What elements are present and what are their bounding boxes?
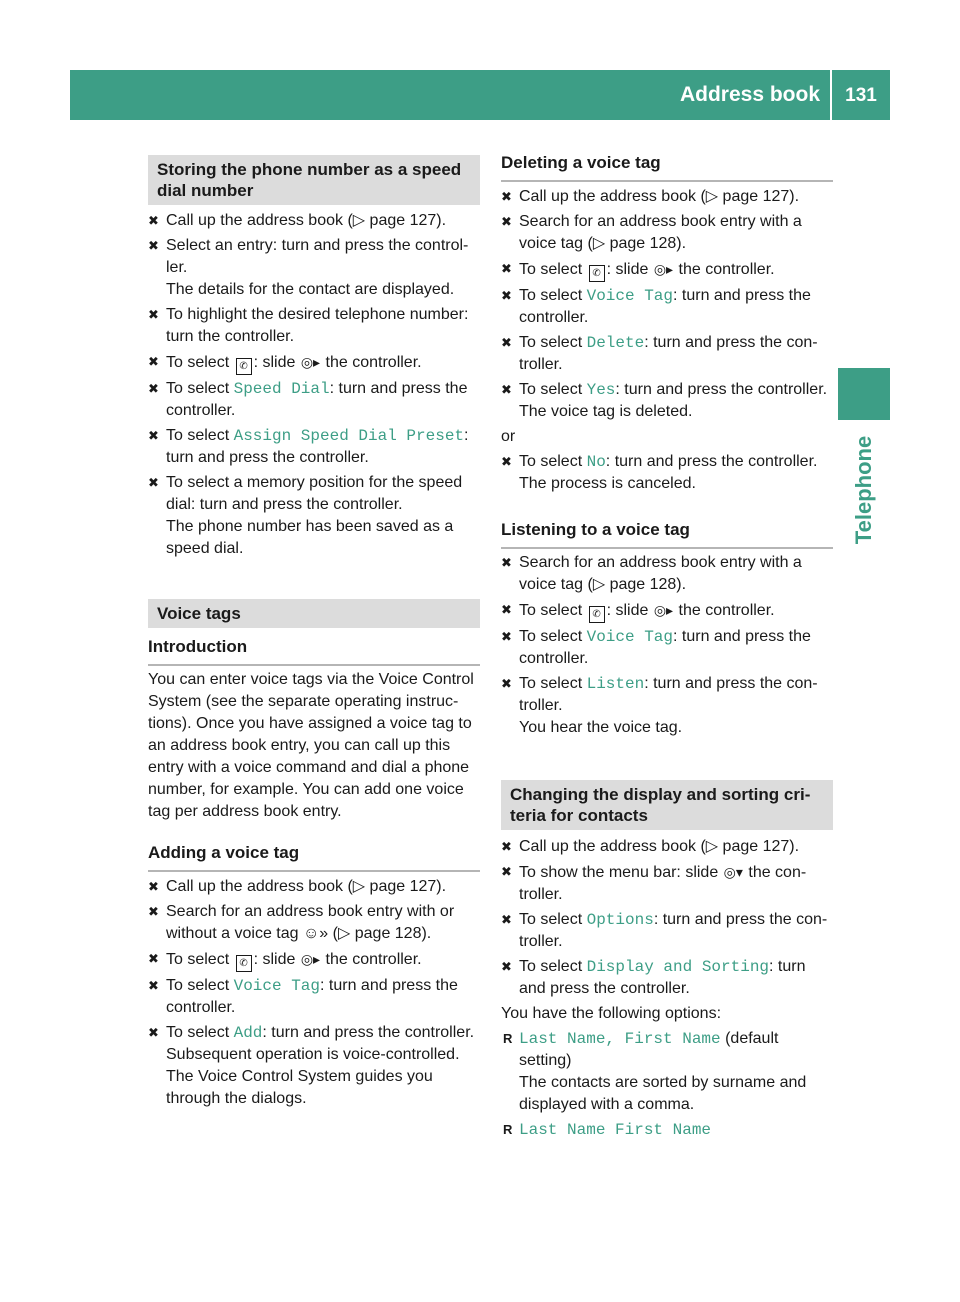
step: ✖ To select ✆ : slide ◎▸ the controller.: [148, 351, 480, 375]
step-marker-icon: ✖: [148, 213, 159, 228]
option-item: [501, 1119, 833, 1141]
step-marker-icon: ✖: [501, 214, 512, 229]
controller-right-icon: ◎▸: [653, 261, 674, 277]
bullet-icon: R: [503, 1031, 513, 1046]
menu-item: No: [586, 453, 606, 471]
step-marker-icon: ✖: [501, 912, 512, 927]
introduction-text: You can enter voice tags via the Voice Control System (see the separate operating instruc-tions). Once you have assigned a voice tag to an address book entry, you can call up this entry with a voice command and dial a phone number, for example. You can add one voice tag per address book entry.: [148, 671, 474, 820]
menu-item: Delete: [586, 334, 645, 352]
controller-right-icon: ◎▸: [653, 602, 674, 618]
controller-right-icon: ◎▸: [300, 354, 321, 370]
adding-voice-tag-steps: [148, 876, 480, 1113]
option-label: Last Name First Name: [519, 1121, 712, 1139]
page-number: 131: [845, 85, 877, 106]
step-marker-icon: ✖: [501, 555, 512, 570]
menu-item: Listen: [586, 675, 645, 693]
deleting-voice-tag-steps: [501, 186, 833, 498]
step-marker-icon: ✖: [501, 189, 512, 204]
step: ✖ To select Add: turn and press the controller. Subsequent operation is voice-controlled. The Voice Control System guides you through the dialogs.: [148, 1024, 475, 1107]
or-text: or: [501, 428, 516, 445]
step: ✖ To select Speed Dial: turn and press the controller.: [148, 380, 468, 419]
page-header: [70, 70, 890, 120]
step-marker-icon: ✖: [501, 288, 512, 303]
phone-key-icon: ✆: [236, 358, 252, 375]
bullet-icon: R: [503, 1122, 513, 1137]
step-marker-icon: ✖: [148, 879, 159, 894]
options-intro: You have the following options:: [501, 1005, 722, 1022]
step-marker-icon: ✖: [501, 864, 512, 879]
chapter-tab: [838, 368, 890, 420]
step: ✖ To select Voice Tag: turn and press the controller.: [148, 977, 458, 1016]
menu-item: Yes: [586, 381, 616, 399]
step-marker-icon: ✖: [501, 335, 512, 350]
step: ✖ To show the menu bar: slide ◎▾ the con-troller.: [501, 861, 833, 906]
step: ✖ Search for an address book entry with a voice tag (▷ page 128).: [501, 213, 802, 252]
menu-item: Voice Tag: [586, 287, 674, 305]
menu-item: Speed Dial: [233, 380, 330, 398]
chapter-label: Telephone: [851, 435, 876, 545]
step-marker-icon: ✖: [501, 676, 512, 691]
step: ✖ Call up the address book (▷ page 127).: [148, 210, 480, 232]
step-marker-icon: ✖: [148, 381, 159, 396]
voice-tags-heading: Voice tags: [148, 599, 480, 628]
page-ref-icon: ▷: [337, 925, 351, 942]
speed-dial-heading: Storing the phone number as a speed dial number: [148, 155, 480, 205]
controller-down-icon: ◎▾: [723, 864, 743, 880]
page-ref-icon: ▷: [705, 188, 719, 205]
step-marker-icon: ✖: [148, 475, 159, 490]
step-marker-icon: ✖: [501, 602, 512, 617]
step: ✖ To select Voice Tag: turn and press the controller.: [501, 628, 811, 667]
step: ✖ To select Yes: turn and press the controller. The voice tag is deleted.: [501, 381, 828, 420]
phone-key-icon: ✆: [589, 606, 605, 623]
listening-voice-tag-steps: [501, 552, 833, 742]
step: ✖ To select Options: turn and press the con-troller.: [501, 911, 828, 950]
step-marker-icon: ✖: [501, 629, 512, 644]
step-marker-icon: ✖: [501, 454, 512, 469]
page-ref-icon: ▷: [592, 235, 606, 252]
step: ✖ To select ✆ : slide ◎▸ the controller.: [501, 258, 833, 282]
step: ✖ To select No: turn and press the controller. The process is canceled.: [501, 453, 818, 492]
step-marker-icon: ✖: [501, 839, 512, 854]
step-marker-icon: ✖: [148, 951, 159, 966]
menu-item: Assign Speed Dial Preset: [233, 427, 465, 445]
section-title: Address book: [679, 83, 820, 106]
phone-key-icon: ✆: [236, 955, 252, 972]
display-sorting-steps: [501, 836, 833, 1144]
step-marker-icon: ✖: [148, 1025, 159, 1040]
deleting-voice-tag-heading: Deleting a voice tag: [501, 152, 833, 182]
step: ✖ To select a memory position for the speed dial: turn and press the controller. The phone number has been saved as a speed dial.: [148, 474, 463, 557]
menu-item: Display and Sorting: [586, 958, 770, 976]
option-item: R Last Name, First Name (default setting) The contacts are sorted by surname and displayed with a comma.: [503, 1030, 807, 1113]
step-marker-icon: ✖: [501, 382, 512, 397]
step: ✖ Call up the address book (▷ page 127).: [501, 836, 833, 858]
step: ✖ Search for an address book entry with a voice tag (▷ page 128).: [501, 554, 802, 593]
step: ✖ To select ✆ : slide ◎▸ the controller.: [501, 599, 833, 623]
controller-right-icon: ◎▸: [300, 951, 321, 967]
menu-item: Add: [233, 1024, 263, 1042]
page-ref-icon: ▷: [352, 878, 366, 895]
step-marker-icon: ✖: [148, 238, 159, 253]
step: ✖ To select Delete: turn and press the con-troller.: [501, 334, 818, 373]
page-ref-icon: ▷: [352, 212, 366, 229]
step-marker-icon: ✖: [148, 978, 159, 993]
step-marker-icon: ✖: [501, 959, 512, 974]
step: ✖ Select an entry: turn and press the control-ler. The details for the contact are displayed.: [148, 237, 469, 298]
speed-dial-steps: [148, 210, 480, 563]
page-ref-icon: ▷: [705, 838, 719, 855]
introduction-heading: Introduction: [148, 636, 480, 666]
step-marker-icon: ✖: [148, 307, 159, 322]
step: ✖ To select ✆ : slide ◎▸ the controller.: [148, 948, 480, 972]
step: ✖ Call up the address book (▷ page 127).: [501, 186, 833, 208]
listening-voice-tag-heading: Listening to a voice tag: [501, 519, 833, 549]
step: ✖ Search for an address book entry with or without a voice tag ☺» (▷ page 128).: [148, 903, 455, 942]
menu-item: Voice Tag: [233, 977, 321, 995]
adding-voice-tag-heading: Adding a voice tag: [148, 842, 480, 872]
step-marker-icon: ✖: [148, 904, 159, 919]
step-marker-icon: ✖: [148, 428, 159, 443]
menu-item: Options: [586, 911, 654, 929]
step-marker-icon: ✖: [501, 261, 512, 276]
step: ✖ To select Listen: turn and press the con-troller. You hear the voice tag.: [501, 675, 818, 736]
option-label: Last Name, First Name: [519, 1030, 721, 1048]
voice-tag-icon: ☺»: [302, 925, 329, 942]
phone-key-icon: ✆: [589, 265, 605, 282]
step: ✖ To select Assign Speed Dial Preset: turn and press the controller.: [148, 427, 469, 466]
page-ref-icon: ▷: [592, 576, 606, 593]
display-sorting-heading: Changing the display and sorting cri-teria for contacts: [501, 780, 833, 830]
step: ✖ Call up the address book (▷ page 127).: [148, 876, 480, 898]
menu-item: Voice Tag: [586, 628, 674, 646]
step: ✖ To highlight the desired telephone number: turn the controller.: [148, 306, 469, 345]
step: ✖ To select Display and Sorting: turn and press the controller.: [501, 958, 806, 997]
step-marker-icon: ✖: [148, 354, 159, 369]
step: ✖ To select Voice Tag: turn and press the controller.: [501, 287, 811, 326]
